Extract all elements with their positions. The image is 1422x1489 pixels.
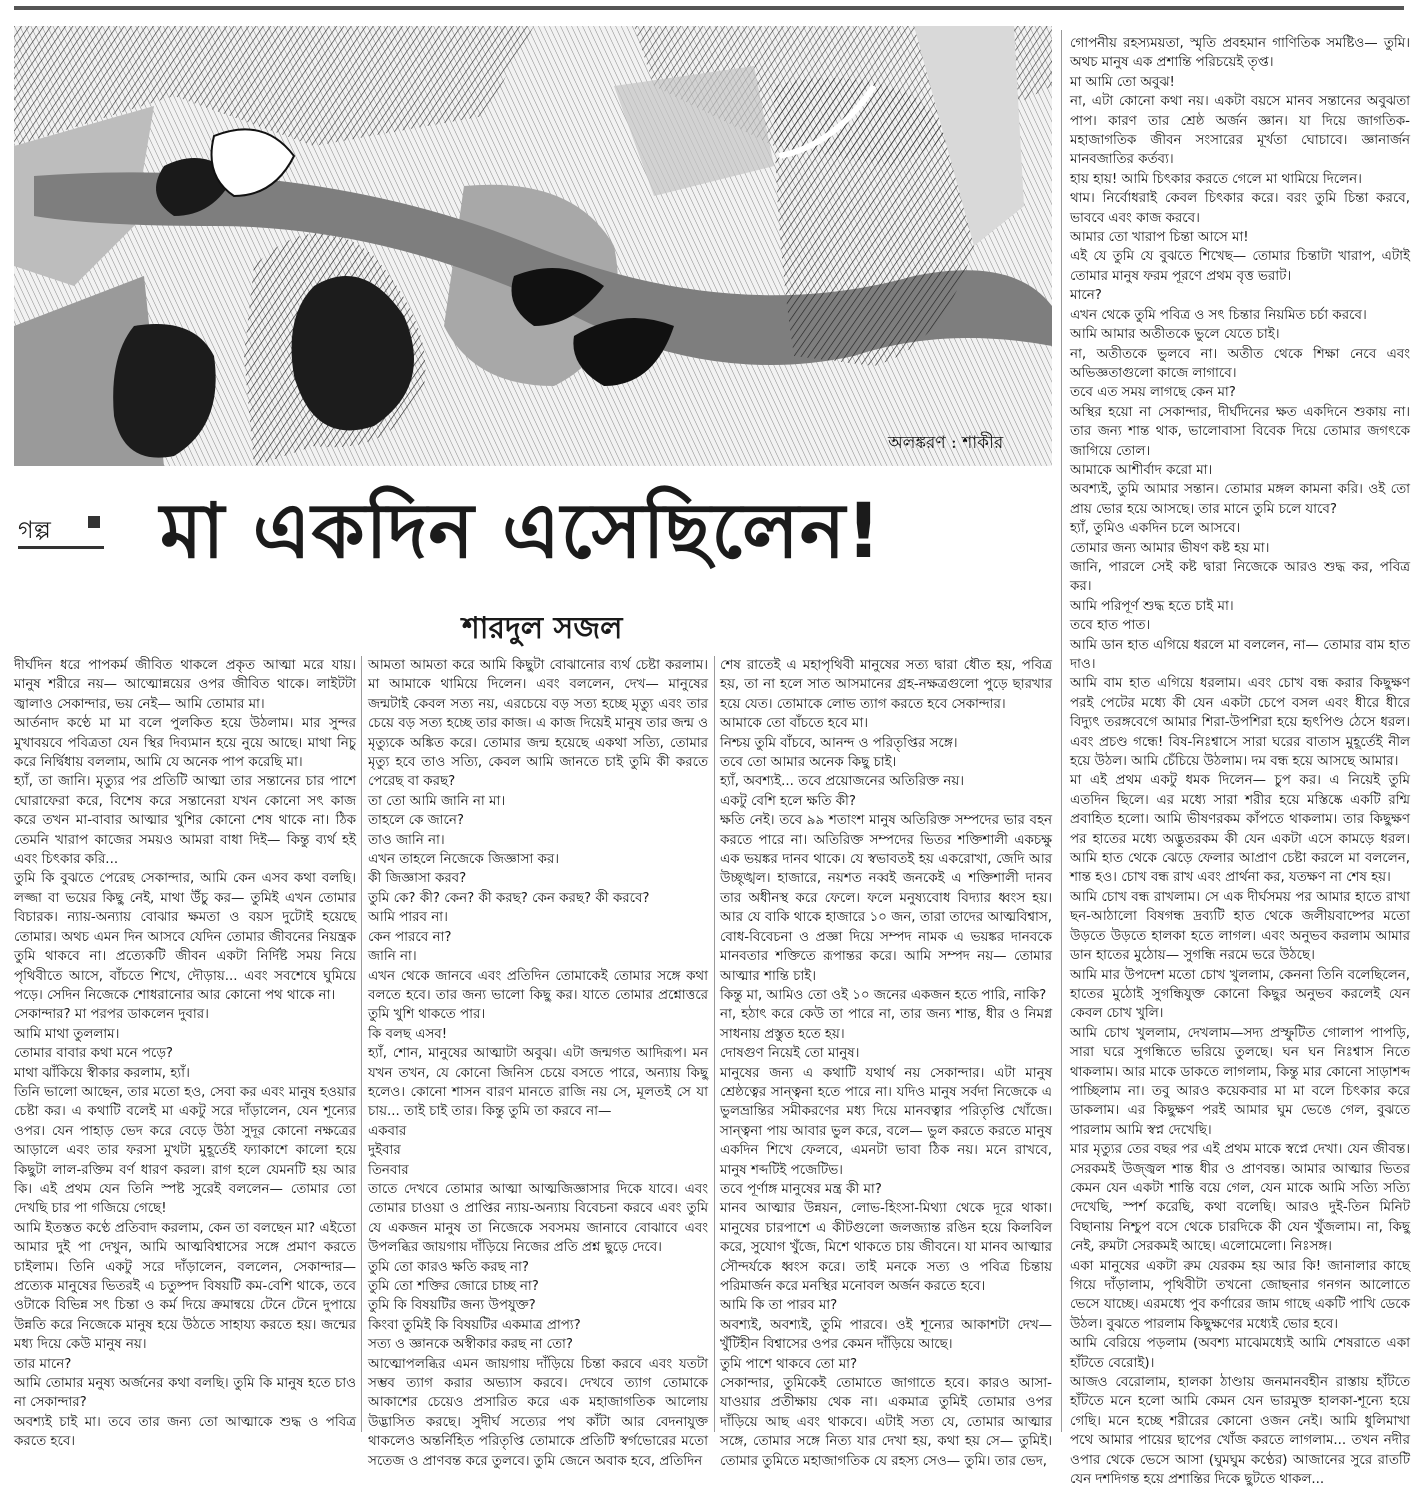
paragraph: তোমার জন্য আমার ভীষণ কষ্ট হয় মা। bbox=[1070, 540, 1270, 556]
column-divider bbox=[1061, 30, 1062, 1432]
paragraph: কী জিজ্ঞাসা করব? bbox=[368, 871, 467, 887]
paragraph: কিংবা তুমিই কি বিষয়টির একমাত্র প্রাপ্য? bbox=[368, 1317, 581, 1333]
paragraph: মানুষের জন্য এ কথাটি যথার্থ নয় সেকান্দার। এটা মানুষ শ্রেষ্ঠত্বের সান্ত্বনা হতে পারে না। যদিও মানুষ সর্বদা নিজেকে এ ভুলভ্রান্তির সমীকরণের মধ্য দিয়ে মানবত্বার পরিতৃপ্তি খোঁজে। সান্ত্বনা পায় আবার ভুল করে, বলে— ভুল করতে করতে মানুষ একদিন শিখে ফেলবে, এমনটা ভাবা ঠিক নয়। মনে রাখবে, মানুষ শব্দটিই পজেটিভ। bbox=[720, 1065, 1052, 1178]
paragraph: তুমি কি বিষয়টির জন্য উপযুক্ত? bbox=[368, 1298, 536, 1314]
paragraph: অস্থির হয়ো না সেকান্দার, দীর্ঘদিনের ক্ষত একদিনে শুকায় না। তার জন্য শান্ত থাক, ভালোবাসা বিবেক দিয়ে তোমার জগৎকে জাগিয়ে তোল। bbox=[1070, 404, 1410, 459]
paragraph: আমি কি তা পারব মা? bbox=[720, 1298, 838, 1314]
paragraph: আমতা আমতা করে আমি কিছুটা বোঝানোর ব্যর্থ চেষ্টা করলাম। মা আমাকে থামিয়ে দিলেন। এবং বললেন, দেখ— মানুষের জন্মটাই কেবল সত্য নয়, এরচেয়ে বড় সত্য হচ্ছে মৃত্যু এবং তার চেয়ে বড় সত্য হচ্ছে তার কাজ। এ কাজ দিয়েই মানুষ তার জন্ম ও মৃত্যুকে অঙ্কিত করে। তোমার জন্ম হয়েছে একথা সত্যি, তোমার মৃত্যু হবে তাও সত্যি, কেবল আমি জানতে চাই তুমি কী করতে পেরেছ বা করছ? bbox=[368, 658, 708, 790]
genre-square-icon bbox=[88, 516, 100, 528]
paragraph: না, অতীতকে ভুলবে না। অতীত থেকে শিক্ষা নেবে এবং অভিজ্ঞতাগুলো কাজে লাগাবে। bbox=[1070, 346, 1410, 381]
paragraph: আমি পারব না। bbox=[368, 910, 448, 926]
paragraph: মা এই প্রথম একটু ধমক দিলেন— চুপ কর। এ নিয়েই তুমি এতদিন ছিলে। এর মধ্যে সারা শরীর হয়ে মস্তিষ্কে একটি রশ্মি প্রবাহিত হলো। আমি ভীষণরকম কাঁপতে থাকলাম। তার কিছুক্ষণ পর হাতের মধ্যে অদ্ভুতরকম কী যেন একটা এসে কামড়ে ধরল। আমি হাত থেকে ঝেড়ে ফেলার আপ্রাণ চেষ্টা করলে মা বললেন, শান্ত হও। চোখ বন্ধ রাখ এবং প্রার্থনা কর, যতক্ষণ না শেষ হয়। bbox=[1070, 773, 1410, 886]
paragraph: মা আমি তো অবুঝ! bbox=[1070, 74, 1175, 90]
genre-underline bbox=[18, 546, 104, 549]
paragraph: একা মানুষের একটা রুম যেরকম হয় আর কি! জানালার কাছে গিয়ে দাঁড়ালাম, পৃথিবীটা তখনো জোছনার গনগন আলোতে ভেসে যাচ্ছে। এরমধ্যে পুব কর্ণারের জাম গাছে একটি পাখি ডেকে উঠল। বুঝতে পারলাম কিছুক্ষণের মধ্যেই ভোর হবে। bbox=[1070, 1258, 1410, 1332]
paragraph: আমি পরিপূর্ণ শুদ্ধ হতে চাই মা। bbox=[1070, 598, 1234, 614]
paragraph: আমি আমার অতীতকে ভুলে যেতে চাই। bbox=[1070, 327, 1280, 343]
paragraph: তবে পূর্ণাঙ্গ মানুষের মন্ত্র কী মা? bbox=[720, 1181, 882, 1197]
paragraph: কিন্তু মা, আমিও তো ওই ১০ জনের একজন হতে পারি, নাকি? bbox=[720, 987, 1047, 1003]
paragraph: তুমি তো শক্তির জোরে চাচ্ছ না? bbox=[368, 1279, 539, 1294]
paragraph: এই যে তুমি যে বুঝতে শিখেছ— তোমার চিন্তাটা খারাপ, এটাই তোমার মানুষ ফরম পূরণে প্রথম বৃত্ত ভরাট। bbox=[1070, 249, 1410, 284]
text-column-1 bbox=[14, 656, 356, 1450]
paragraph: না, হঠাৎ করে কেউ তা পারে না, তার জন্য শান্ত, ধীর ও নিমগ্ন সাধনায় প্রস্তুত হতে হয়। bbox=[720, 1007, 1052, 1042]
paragraph: ক্ষতি নেই। তবে ৯৯ শতাংশ মানুষ অতিরিক্ত সম্পদের ভার বহন করতে পারে না। অতিরিক্ত সম্পদের ভিতর শক্তিশালী একচক্ষু এক ভয়ঙ্কর দানব থাকে। যে স্বভাবতই হয় একরোখা, জেদি আর উচ্ছৃঙ্খল। হাজারে, নয়শত নব্বই জনকেই এ শক্তিশালী দানব তার অধীনস্থ করে ফেলে। ফলে মনুষ্যবোধ বিদ্যার ধ্বংস হয়। আর যে বাকি থাকে হাজারে ১০ জন, তারা তাদের আত্মবিশ্বাস, বোধ-বিবেচনা ও প্রজ্ঞা দিয়ে সম্পদ নামক এ ভয়ঙ্কর দানবকে মানবতার শক্তিতে রূপান্তর করে। আমি সম্পদ নয়— তোমার আত্মার শান্তি চাই। bbox=[720, 813, 1052, 984]
paragraph: তুমি তো কারও ক্ষতি করছ না? bbox=[368, 1259, 529, 1275]
paragraph: সত্য ও জ্ঞানকে অস্বীকার করছ না তো? bbox=[368, 1337, 574, 1353]
paragraph: মাথা ঝাঁকিয়ে স্বীকার করলাম, হ্যাঁ। bbox=[14, 1065, 190, 1081]
paragraph: মার মৃত্যুর তের বছর পর এই প্রথম মাকে স্বপ্নে দেখা। যেন জীবন্ত। সেরকমই উজ্জ্বল শান্ত ধীর ও প্রাণবন্ত। আমার আত্মার ভিতর কেমন যেন একটা শান্তি বয়ে গেল, যেন মাকে আমি সত্যি সত্যি দেখেছি, স্পর্শ করেছি, কথা বলেছি। আরও দুই-তিন মিনিট বিছানায় নিশ্চুপ বসে থেকে চারদিকে কী যেন খুঁজলাম। না, কিছু নেই, রুমটা সেরকমই আছে। এলোমেলো। নিঃসঙ্গ। bbox=[1070, 1142, 1410, 1255]
paragraph: কেন পারবে না? bbox=[368, 929, 452, 945]
paragraph: এখন তাহলে নিজেকে জিজ্ঞাসা কর। bbox=[368, 852, 560, 868]
paragraph: হায় হায়! আমি চিৎকার করতে গেলে মা থামিয়ে দিলেন। bbox=[1070, 171, 1362, 187]
paragraph: আমি বেরিয়ে পড়লাম (অবশ্য মাঝেমধ্যেই আমি শেষরাতে একা হাঁটতে বেরোই)। bbox=[1070, 1336, 1410, 1371]
paragraph: আমি ডান হাত এগিয়ে ধরলে মা বললেন, না— তোমার বাম হাত দাও। bbox=[1070, 637, 1410, 672]
paragraph: হ্যাঁ, অবশ্যই... তবে প্রয়োজনের অতিরিক্ত নয়। bbox=[720, 774, 965, 790]
paragraph: আজও বেরোলাম, হালকা ঠাণ্ডায় জনমানবহীন রাস্তায় হাঁটতে হাঁটতে মনে হলো আমি কেমন যেন ভারমুক্ত হালকা-শূন্যে হয়ে গেছি। মনে হচ্ছে শরীরের কোনো ওজন নেই। আমি ধুলিমাখা পথে আমার পায়ের ছাপের খোঁজ করতে লাগলাম... তখন নদীর ওপার থেকে ভেসে আসা (ঘুমঘুম কণ্ঠের) আজানের সুরে রাতটি যেন দশদিগন্ত হয়ে প্রশান্তির দিকে ছুটতে থাকল... bbox=[1070, 1375, 1410, 1488]
paragraph: আর্তনাদ কণ্ঠে মা মা বলে পুলকিত হয়ে উঠলাম। মার সুন্দর মুখাবয়বে পবিত্রতা যেন স্থির দিব্যমান হয়ে নুয়ে আছে। মাথা নিচু করে নির্দ্বিধায় বললাম, আমি যে অনেক পাপ করেছি মা। bbox=[14, 716, 356, 771]
text-column-4 bbox=[1070, 34, 1410, 1488]
paragraph: তাহলে কে জানে? bbox=[368, 813, 464, 829]
paragraph: নিশ্চয় তুমি বাঁচবে, আনন্দ ও পরিতৃপ্তির সঙ্গে। bbox=[720, 735, 958, 751]
paragraph: তুমি কে? কী? কেন? কী করছ? কেন করছ? কী করবে? bbox=[368, 890, 650, 906]
paragraph: তিনবার bbox=[368, 1162, 409, 1178]
paragraph: দীর্ঘদিন ধরে পাপকর্ম জীবিত থাকলে প্রকৃত আত্মা মরে যায়। মানুষ শরীরে নয়— আত্মোন্নয়ের ওপর জীবিত থাকে। লাইটটা জ্বালাও সেকান্দার, ভয় নেই— আমি তোমার মা। bbox=[14, 658, 356, 712]
paragraph: অবশ্যই, তুমি আমার সন্তান। তোমার মঙ্গল কামনা করি। ওই তো প্রায় ভোর হয়ে আসছে। তার মানে তুমি চলে যাবে? bbox=[1070, 482, 1410, 517]
paragraph: গোপনীয় রহস্যময়তা, স্মৃতি প্রবহমান গাণিতিক সমষ্টিও— তুমি। অথচ মানুষ এক প্রশান্তি পরিচয়েই তৃপ্ত। bbox=[1070, 36, 1410, 71]
story-title: মা একদিন এসেছিলেন! bbox=[160, 486, 882, 575]
paragraph: জানি, পারলে সেই কষ্ট দ্বারা নিজেকে আরও শুদ্ধ কর, পবিত্র কর। bbox=[1070, 559, 1410, 595]
paragraph: হ্যাঁ, তুমিও একদিন চলে আসবে। bbox=[1070, 521, 1241, 537]
paragraph: কি বলছ এসব! bbox=[368, 1026, 448, 1042]
paragraph: হ্যাঁ, তা জানি। মৃত্যুর পর প্রতিটি আত্মা তার সন্তানের চার পাশে ঘোরাফেরা করে, বিশেষ করে সন্তানেরা যখন কোনো সৎ কাজ করে তখন মা-বাবার আত্মার খুশির কোনো শেষ থাকে না। ঠিক তেমনি খারাপ কাজের সময়ও আমরা বাধা দিই— কিন্তু ব্যর্থ হই এবং চিৎকার করি... bbox=[14, 774, 356, 868]
paragraph: তাতে দেখবে তোমার আত্মা আত্মজিজ্ঞাসার দিকে যাবে। এবং তোমার চাওয়া ও প্রাপ্তির ন্যায়-অন্যায় বিবেচনা করবে এবং তুমি যে একজন মানুষ তা নিজেকে সবসময় জানাবে বোঝাবে এবং উপলব্ধির জায়গায় দাঁড়িয়ে নিজের প্রতি প্রশ্ন ছুড়ে দেবে। bbox=[368, 1181, 708, 1256]
paragraph: অবশ্যই, অবশ্যই, তুমি পারবে। ওই শূন্যের আকাশটা দেখ— খুঁটিহীন বিশ্বাসের ওপর কেমন দাঁড়িয়ে আছে। bbox=[720, 1317, 1052, 1353]
paragraph: তা তো আমি জানি না মা। bbox=[368, 793, 506, 809]
paragraph: জানি না। bbox=[368, 949, 417, 965]
paragraph: তবে হাত পাত। bbox=[1070, 618, 1151, 634]
paragraph: আমি বাম হাত এগিয়ে ধরলাম। এবং চোখ বন্ধ করার কিছুক্ষণ পরই পেটের মধ্যে কী যেন একটা চেপে বসল এবং ধীরে ধীরে বিদ্যুৎ তরঙ্গবেগে আমার শিরা-উপশিরা হয়ে হৃৎপিণ্ড ঠেসে ধরল। এবং প্রচণ্ড গন্ধে! বিষ-নিঃশ্বাসে সারা ঘরের বাতাস মুহূর্তেই নীল হয়ে উঠল। আমি চেঁচিয়ে উঠলাম। দম বন্ধ হয়ে আসছে আমার। bbox=[1070, 676, 1410, 770]
paragraph: আমাকে আশীর্বাদ করো মা। bbox=[1070, 462, 1213, 478]
paragraph: তবে এত সময় লাগছে কেন মা? bbox=[1070, 385, 1236, 401]
illustration-art bbox=[14, 26, 1052, 466]
paragraph: না, এটা কোনো কথা নয়। একটা বয়সে মানব সন্তানের অবুঝতা পাপ। কারণ তার শ্রেষ্ঠ অর্জন জ্ঞান। যা দিয়ে জাগতিক-মহাজাগতিক জীবন সংসারের মূর্খতা ঘোচাবে। জ্ঞানার্জন মানবজাতির কর্তব্য। bbox=[1070, 94, 1410, 168]
paragraph: তাও জানি না। bbox=[368, 832, 445, 848]
text-column-2 bbox=[368, 656, 708, 1469]
paragraph: আত্মোপলব্ধির এমন জায়গায় দাঁড়িয়ে চিন্তা করবে এবং যতটা সম্ভব ত্যাগ করার অভ্যাস করবে। দেখবে ত্যাগ তোমাকে আকাশের চেয়েও প্রসারিত করে এক মহাজাগতিক আলোয় উদ্ভাসিত করছে। সুদীর্ঘ সত্যের পথ কাঁটা আর বেদনাযুক্ত থাকলেও অন্তর্নিহিত পরিতৃপ্তি তোমাকে প্রতিটি স্বর্গভোরের মতো সতেজ ও প্রাণবন্ত করে তুলবে। তুমি জেনে অবাক হবে, প্রতিদিন bbox=[368, 1356, 708, 1469]
paragraph: তুমি কি বুঝতে পেরেছ সেকান্দার, আমি কেন এসব কথা বলছি। লজ্জা বা ভয়ের কিছু নেই, মাথা উঁচু কর— তুমিই এখন তোমার বিচারক। ন্যায়-অন্যায় বোঝার ক্ষমতা ও বয়স দুটোই হয়েছে তোমার। অথচ এমন দিন আসবে যেদিন তোমার জীবনের নিয়ন্ত্রক তুমি থাকবে না। প্রত্যেকটি জীবন একটা নির্দিষ্ট সময় নিয়ে পৃথিবীতে আসে, বাঁচতে শিখে, দৌড়ায়... এবং সবশেষে ঘুমিয়ে পড়ে। সেদিন নিজেকে শোধরানোর আর কোনো পথ থাকে না। bbox=[14, 871, 356, 1003]
illustration-credit: অলঙ্করণ : শাকীর bbox=[888, 433, 1004, 453]
paragraph: তিনি ভালো আছেন, তার মতো হও, সেবা কর এবং মানুষ হওয়ার চেষ্টা কর। এ কথাটি বলেই মা একটু সরে দাঁড়ালেন, যেন শূন্যের ওপর। যেন পাহাড় ভেদ করে বেড়ে উঠা সুদূর কোনো নক্ষত্রের আড়ালে এবং তার ফরসা মুখটা মুহূর্তেই ফ্যাকাশে কালো হয়ে কিছুটা লাল-রক্তিম বর্ণ ধারণ করল। রাগ হলে যেমনটি হয় আর কি। এই প্রথম যেন তিনি স্পষ্ট সুরেই বললেন— তোমার তো দেখছি চার পা গজিয়ে গেছে! bbox=[14, 1084, 356, 1217]
paragraph: আমার তো খারাপ চিন্তা আসে মা! bbox=[1070, 230, 1249, 246]
story-illustration bbox=[14, 26, 1052, 466]
column-divider bbox=[714, 656, 715, 1432]
paragraph: এখন থেকে তুমি পবিত্র ও সৎ চিন্তার নিয়মিত চর্চা করবে। bbox=[1070, 307, 1367, 323]
paragraph: শেষ রাতেই এ মহাপৃথিবী মানুষের সত্য দ্বারা ধৌত হয়, পবিত্র হয়, তা না হলে সাত আসমানের গ্রহ-নক্ষত্রগুলো পুড়ে ছারখার হয়ে যেত। তোমাকে লোভ ত্যাগ করতে হবে সেকান্দার। bbox=[720, 658, 1052, 712]
paragraph: দোষগুণ নিয়েই তো মানুষ। bbox=[720, 1046, 860, 1062]
text-column-3 bbox=[720, 656, 1052, 1469]
paragraph: হ্যাঁ, শোন, মানুষের আত্মাটা অবুঝ। এটা জন্মগত আদিরূপ। মন যখন তখন, যে কোনো জিনিস চেয়ে বসতে পারে, অন্যায় কিছু হলেও। কোনো শাসন বারণ মানতে রাজি নয় সে, মূলতই সে যা চায়... তাই চাই তার। কিন্তু তুমি তা করবে না— bbox=[368, 1046, 708, 1120]
paragraph: আমি চোখ খুললাম, দেখলাম—সদ্য প্রস্ফুটিত গোলাপ পাপড়ি, সারা ঘরে সুগন্ধিতে ভরিয়ে তুলছে। ঘন ঘন নিঃশ্বাস নিতে থাকলাম। আর মাকে ডাকতে লাগলাম, কিন্তু মার কোনো সাড়াশব্দ পাচ্ছিলাম না। তবু আরও কয়েকবার মা মা বলে চিৎকার করে ডাকলাম। এর কিছুক্ষণ পরই আমার ঘুম ভেঙে গেল, বুঝতে পারলাম আমি স্বপ্ন দেখেছি। bbox=[1070, 1025, 1410, 1138]
paragraph: সেকান্দার? মা পরপর ডাকলেন দুবার। bbox=[14, 1007, 209, 1023]
author-byline: শারদুল সজল bbox=[462, 611, 623, 646]
paragraph: সেকান্দার, তুমিকেই তোমাতে জাগাতে হবে। কারও আসা-যাওয়ার প্রতীক্ষায় থেক না। একমাত্র তুমিই তোমার ওপর দাঁড়িয়ে আছ এবং থাকবে। এটাই সত্য যে, তোমার আত্মার সঙ্গে, তোমার সঙ্গে নিত্য যার দেখা হয়, কথা হয় সে— তুমিই। তোমার তুমিতে মহাজাগতিক যে রহস্য সেও— তুমি। তার ভেদ, bbox=[720, 1376, 1052, 1469]
paragraph: অবশ্যই চাই মা। তবে তার জন্য তো আত্মাকে শুদ্ধ ও পবিত্র করতে হবে। bbox=[14, 1414, 356, 1450]
paragraph: তোমার বাবার কথা মনে পড়ে? bbox=[14, 1046, 173, 1062]
paragraph: একবার bbox=[368, 1123, 407, 1139]
column-divider bbox=[361, 656, 362, 1432]
paragraph: মানব আত্মার উন্নয়ন, লোভ-হিংসা-মিথ্যা থেকে দূরে থাকা। মানুষের চারপাশে এ কীটগুলো জলজ্যান্ত রঙিন হয়ে কিলবিল করে, সুযোগ খুঁজে, মিশে থাকতে চায় জীবনে। যা মানব আত্মার সৌন্দর্যকে ধ্বংস করে। তাই মনকে সত্য ও পবিত্র চিন্তায় পরিমার্জন করে মনস্থির মনোবল অর্জন করতে হবে। bbox=[720, 1201, 1052, 1294]
paragraph: দুইবার bbox=[368, 1143, 401, 1159]
paragraph: আমি তোমার মনুষ্য অর্জনের কথা বলছি। তুমি কি মানুষ হতে চাও না সেকান্দার? bbox=[14, 1376, 356, 1411]
paragraph: আমি মার উপদেশ মতো চোখ খুললাম, কেননা তিনি বলেছিলেন, হাতের মুঠোই সুগন্ধিযুক্ত কোনো কিছুর অনুভব করলেই যেন কেবল চোখ খুলি। bbox=[1070, 967, 1410, 1022]
paragraph: তার মানে? bbox=[14, 1356, 72, 1372]
paragraph: একটু বেশি হলে ক্ষতি কী? bbox=[720, 793, 856, 809]
paragraph: থাম। নির্বোধরাই কেবল চিৎকার করে। বরং তুমি চিন্তা করবে, ভাববে এবং কাজ করবে। bbox=[1070, 191, 1410, 226]
paragraph: তবে তো আমার অনেক কিছু চাই। bbox=[720, 755, 897, 771]
paragraph: তুমি পাশে থাকবে তো মা? bbox=[720, 1356, 858, 1372]
paragraph: আমাকে তো বাঁচতে হবে মা। bbox=[720, 716, 869, 732]
paragraph: আমি মাথা তুললাম। bbox=[14, 1026, 120, 1042]
paragraph: এখন থেকে জানবে এবং প্রতিদিন তোমাকেই তোমার সঙ্গে কথা বলতে হবে। তার জন্য ভালো কিছু কর। যাতে তোমার প্রশ্নোত্তরে তুমি খুশি থাকতে পার। bbox=[368, 968, 708, 1023]
genre-label: গল্প bbox=[18, 516, 51, 544]
paragraph: আমি ইতস্তত কণ্ঠে প্রতিবাদ করলাম, কেন তা বলছেন মা? এইতো আমার দুই পা দেখুন, আমি আত্মবিশ্বাসের সঙ্গে প্রমাণ করতে চাইলাম। তিনি একটু সরে দাঁড়ালেন, বললেন, সেকান্দার— প্রত্যেক মানুষের ভিতরই এ চতুষ্পদ বিষয়টি কম-বেশি থাকে, তবে ওটাকে বিভিন্ন সৎ চিন্তা ও কর্ম দিয়ে ক্রমান্বয়ে টেনে টেনে দুপায়ে উন্নতি করে নিজেকে মানুষ হয়ে উঠতে সাহায্য করতে হয়। জন্মের মধ্য দিয়ে কেউ মানুষ নয়। bbox=[14, 1220, 356, 1353]
paragraph: মানে? bbox=[1070, 288, 1102, 304]
top-rule bbox=[14, 6, 1404, 10]
paragraph: আমি চোখ বন্ধ রাখলাম। সে এক দীর্ঘসময় পর আমার হাতে রাখা ছন-আঠালো বিষগন্ধ দ্রব্যটি হাত থেকে জলীয়বাষ্পের মতো উড়তে উড়তে হালকা হতে লাগল। এবং অনুভব করলাম আমার ডান হাতের মুঠোয়— সুগন্ধি নরমে ভরে উঠছে। bbox=[1070, 889, 1410, 964]
